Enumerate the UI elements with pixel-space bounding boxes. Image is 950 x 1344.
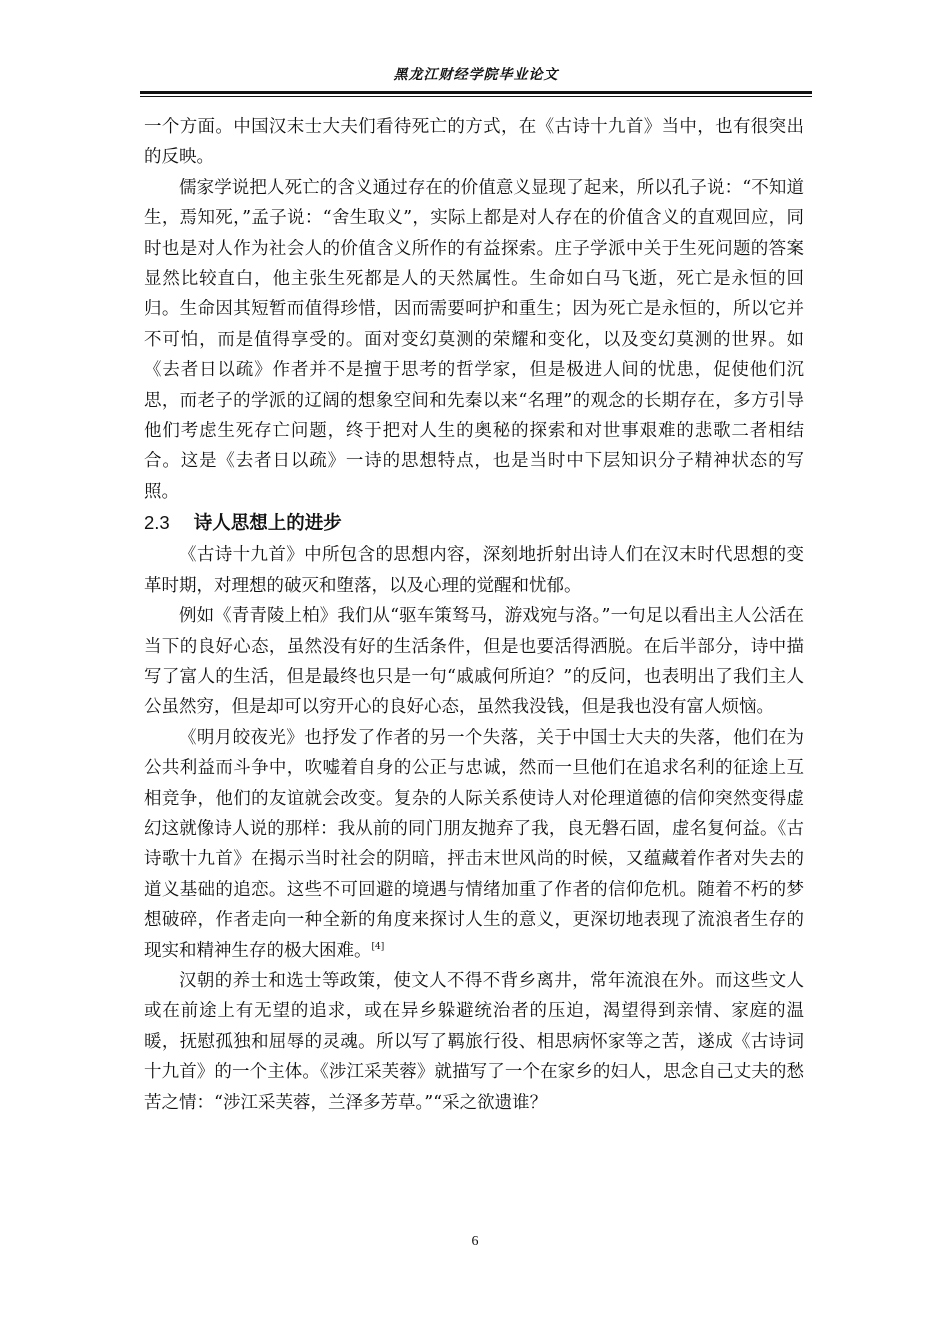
paragraph: 例如《青青陵上柏》我们从“驱车策驽马，游戏宛与洛。”一句足以看出主人公活在当下的良好心态，虽然没有好的生活条件，但是也要活得洒脱。在后半部分，诗中描写了富人的生活，但是最终也只是一句“戚戚何所迫？”的反问，也表明出了我们主人公虽然穷，但是却可以穷开心的良好心态，虽然我没钱，但是我也没有富人烦恼。 <box>144 606 804 718</box>
header-rule-thick <box>140 91 812 94</box>
section-heading <box>144 507 804 540</box>
paragraph: 《古诗十九首》中所包含的思想内容，深刻地折射出诗人们在汉末时代思想的变革时期，对理想的破灭和堕落，以及心理的觉醒和忧郁。 <box>144 545 804 596</box>
paragraph: 汉朝的养士和选士等政策，使文人不得不背乡离井，常年流浪在外。而这些文人或在前途上有无望的追求，或在异乡躲避统治者的压迫，渴望得到亲情、家庭的温暖，抚慰孤独和屈辱的灵魂。所以写了羁旅行役、相思病怀家等之苦，遂成《古诗词十九首》的一个主体。《涉江采芙蓉》就描写了一个在家乡的妇人，思念自己丈夫的愁苦之情：“涉江采芙蓉，兰泽多芳草。”“采之欲遗谁？ <box>144 970 804 1113</box>
page-number: 6 <box>471 1234 479 1249</box>
paragraph-text: 《明月皎夜光》也抒发了作者的另一个失落，关于中国士大夫的失落，他们在为公共利益而斗争中，吹嘘着自身的公正与忠诚，然而一旦他们在追求名利的征途上互相竞争，他们的友谊就会改变。复杂的人际关系使诗人对伦理道德的信仰突然变得虚幻这就像诗人说的那样：我从前的同门朋友抛弃了我，良无磐石固，虚名复何益。《古诗歌十九首》在揭示当时社会的阴暗，抨击末世风尚的时候，又蕴藏着作者对失去的道义基础的追恋。这些不可回避的境遇与情绪加重了作者的信仰危机。随着不朽的梦想破碎，作者走向一种全新的角度来探讨人生的意义，更深切地表现了流浪者生存的现实和精神生存的极大困难。 <box>144 727 804 961</box>
citation-reference[interactable]: [4] <box>371 941 385 952</box>
paragraph: 儒家学说把人死亡的含义通过存在的价值意义显现了起来，所以孔子说：“不知道生，焉知死，”孟子说：“舍生取义”，实际上都是对人存在的价值含义的直观回应，同时也是对人作为社会人的价值含义所作的有益探索。庄子学派中关于生死问题的答案显然比较直白，他主张生死都是人的天然属性。生命如白马飞逝，死亡是永恒的回归。生命因其短暂而值得珍惜，因而需要呵护和重生；因为死亡是永恒的，所以它并不可怕，而是值得享受的。面对变幻莫测的荣耀和变化，以及变幻莫测的世界。如《去者日以疏》作者并不是擅于思考的哲学家，但是极进人间的忧患，促使他们沉思，而老子的学派的辽阔的想象空间和先秦以来“名理”的观念的长期存在，多方引导他们考虑生死存亡问题，终于把对人生的奥秘的探索和对世事艰难的悲歌二者相结合。这是《去者日以疏》一诗的思想特点，也是当时中下层知识分子精神状态的写照。 <box>144 177 804 502</box>
section-title: 诗人思想上的进步 <box>193 513 342 535</box>
section-number: 2.3 <box>144 512 170 534</box>
paragraph-continuation: 一个方面。中国汉末士大夫们看待死亡的方式，在《古诗十九首》当中，也有很突出的反映。 <box>144 117 804 168</box>
body-text <box>144 112 804 1118</box>
paragraph-with-citation <box>144 723 804 966</box>
running-header: 黑龙江财经学院毕业论文 <box>393 67 559 83</box>
header-rule-thin <box>140 96 812 97</box>
